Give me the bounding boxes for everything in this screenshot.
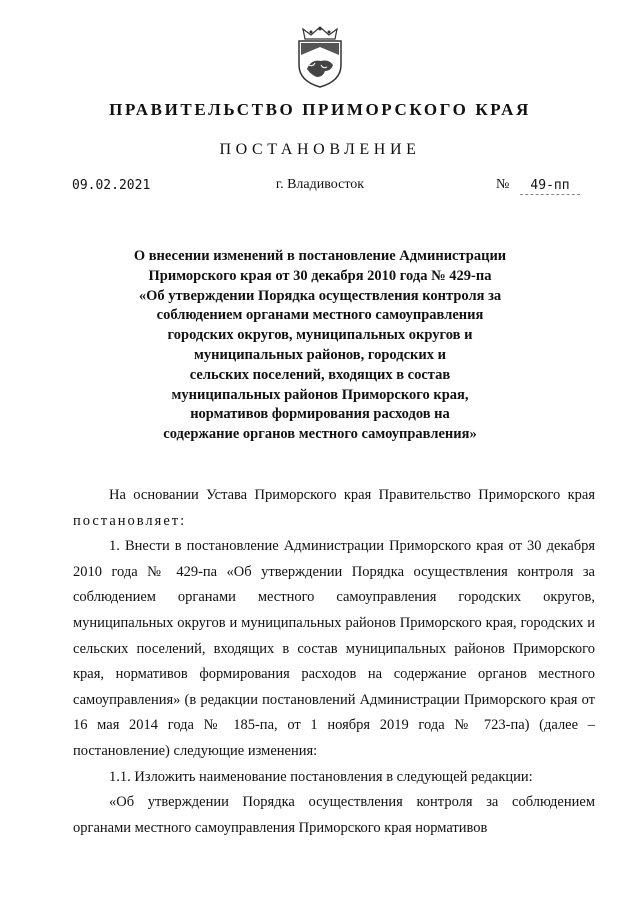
coat-of-arms-icon <box>293 25 347 89</box>
heading-line: «Об утверждении Порядка осуществления контроля за <box>138 287 502 304</box>
document-body <box>73 483 595 841</box>
document-city: г. Владивосток <box>275 177 365 192</box>
heading-line: сельских поселений, входящих в состав <box>189 366 451 383</box>
document-heading <box>110 247 530 445</box>
document-date: 09.02.2021 <box>72 178 151 193</box>
preamble-text: На основании Устава Приморского края Правительство Приморского края <box>109 487 595 503</box>
item-1-paragraph: 1. Внести в постановление Администрации Приморского края от 30 декабря 2010 года № 429-па «Об утверждении Порядка осуществления контроля за соблюдением органами местного самоуправления городских округов, муниципальных округов и муниципальных районов Приморского края, городских и сельских поселений, входящих в состав муниципальных районов Приморского края, нормативов формирования расходов на содержание органов местного самоуправления» (в редакции постановлений Администрации Приморского края от 16 мая 2014 года № 185-па, от 1 ноября 2019 года № 723-па) (далее – постановление) следующие изменения: <box>73 538 595 759</box>
preamble-paragraph <box>73 483 595 534</box>
heading-line: О внесении изменений в постановление Администрации <box>133 248 507 264</box>
government-title: ПРАВИТЕЛЬСТВО ПРИМОРСКОГО КРАЯ <box>109 100 531 119</box>
heading-line: соблюдением органами местного самоуправления <box>156 307 484 324</box>
item-1-1-paragraph: 1.1. Изложить наименование постановления в следующей редакции: <box>109 768 533 785</box>
heading-line: Приморского края от 30 декабря 2010 года № 429-па <box>148 267 492 284</box>
quoted-title-paragraph: «Об утверждении Порядка осуществления контроля за соблюдением органами местного самоуправления Приморского края нормативов <box>73 794 595 836</box>
decree-word: постановляет: <box>73 512 187 529</box>
heading-line: городских округов, муниципальных округов и <box>167 327 473 344</box>
document-type: ПОСТАНОВЛЕНИЕ <box>219 141 421 158</box>
heading-line: нормативов формирования расходов на <box>190 406 450 423</box>
heading-line: муниципальных районов Приморского края, <box>171 386 469 403</box>
heading-line: муниципальных районов, городских и <box>194 346 446 363</box>
document-number-label: № <box>496 177 510 192</box>
document-number: 49-пп <box>520 178 580 195</box>
heading-line: содержание органов местного самоуправления» <box>163 426 477 443</box>
